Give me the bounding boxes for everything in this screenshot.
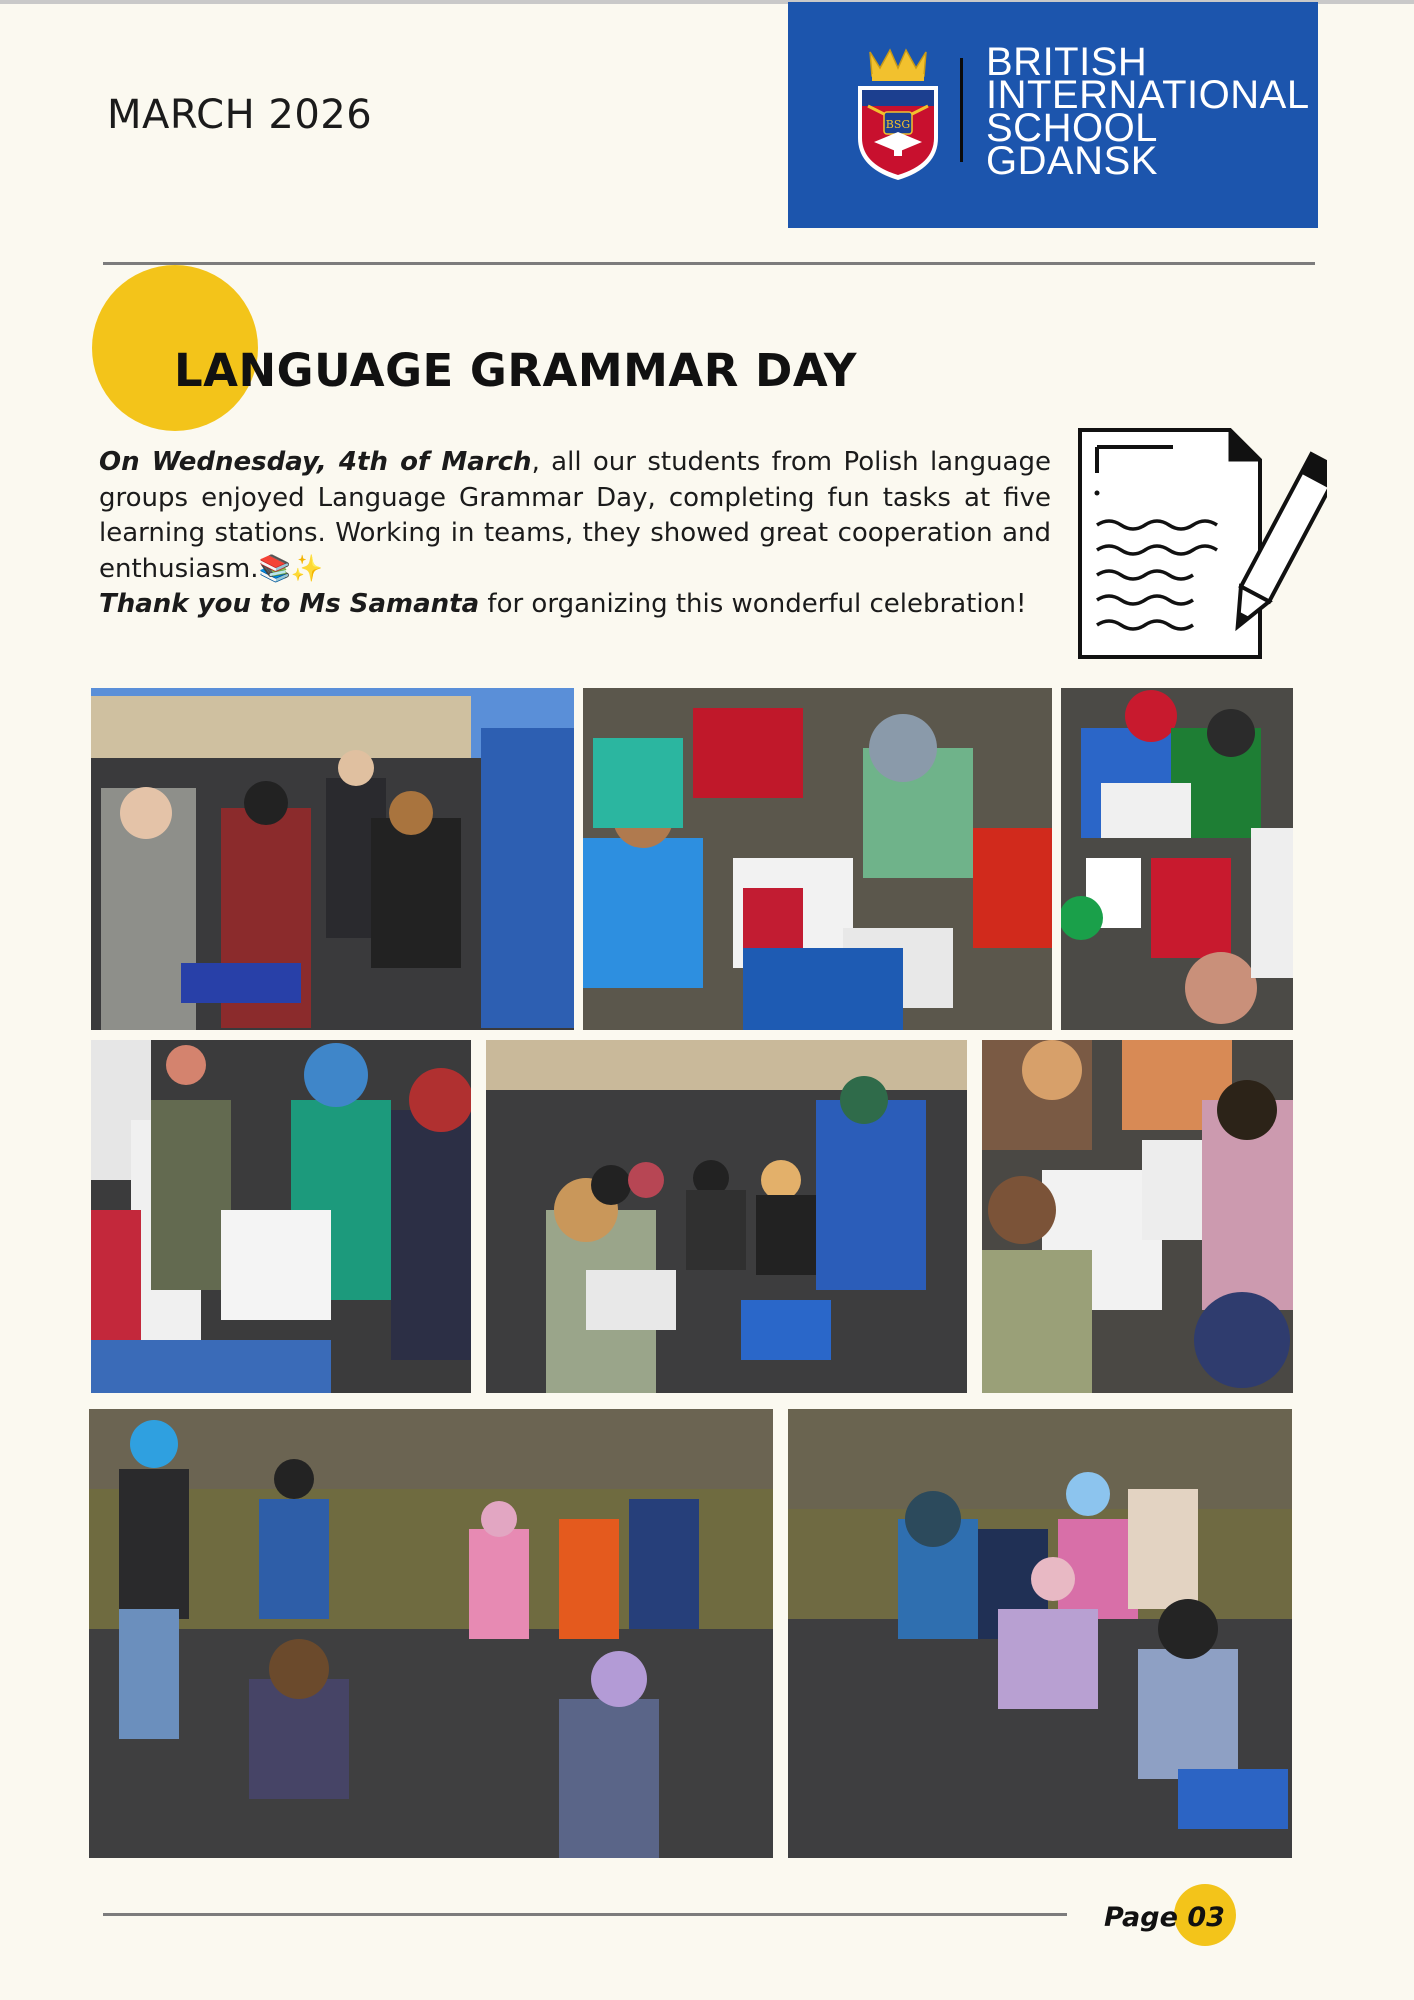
school-logo-banner <box>788 2 1318 228</box>
photo-students-schoolyard-group <box>91 688 574 1030</box>
logo-divider <box>960 58 963 162</box>
photo-students-with-clipboards <box>1061 688 1293 1030</box>
issue-date: MARCH 2026 <box>107 92 373 138</box>
page-label: Page <box>1104 1902 1178 1933</box>
article-date-highlight: On Wednesday, 4th of March <box>99 447 532 477</box>
school-name <box>986 40 1316 183</box>
article-body <box>99 445 1051 623</box>
article-title: LANGUAGE GRAMMAR DAY <box>174 344 858 397</box>
photo-students-at-station-pole <box>91 1040 471 1393</box>
photo-students-sitting-writing <box>583 688 1052 1030</box>
school-crest-icon <box>848 46 948 184</box>
document-with-pencil-icon <box>1075 425 1327 665</box>
footer-divider <box>103 1913 1067 1916</box>
photo-students-playground-circle <box>486 1040 967 1393</box>
school-name-line: INTERNATIONAL <box>986 73 1310 117</box>
page-number-value: 03 <box>1187 1902 1225 1933</box>
page-number <box>1104 1902 1225 1933</box>
school-name-line: BRITISH <box>986 40 1148 84</box>
photo-students-crouching-clipboards <box>788 1409 1292 1858</box>
thanks-text: for organizing this wonderful celebration! <box>479 589 1027 619</box>
photo-students-standing-holding-papers <box>89 1409 773 1858</box>
article-intro-text: , all our students from Polish language groups enjoyed Language Grammar Day, completing fun tasks at five learning stations. Working in teams, they showed great cooperation and enthusiasm.📚✨ <box>99 447 1051 584</box>
thanks-highlight: Thank you to Ms Samanta <box>99 589 480 619</box>
school-name-line: GDANSK <box>986 139 1158 183</box>
header-divider <box>103 262 1315 265</box>
school-name-line: SCHOOL <box>986 106 1158 150</box>
photo-students-writing-worksheets <box>982 1040 1293 1393</box>
svg-text:BSG: BSG <box>885 118 911 131</box>
